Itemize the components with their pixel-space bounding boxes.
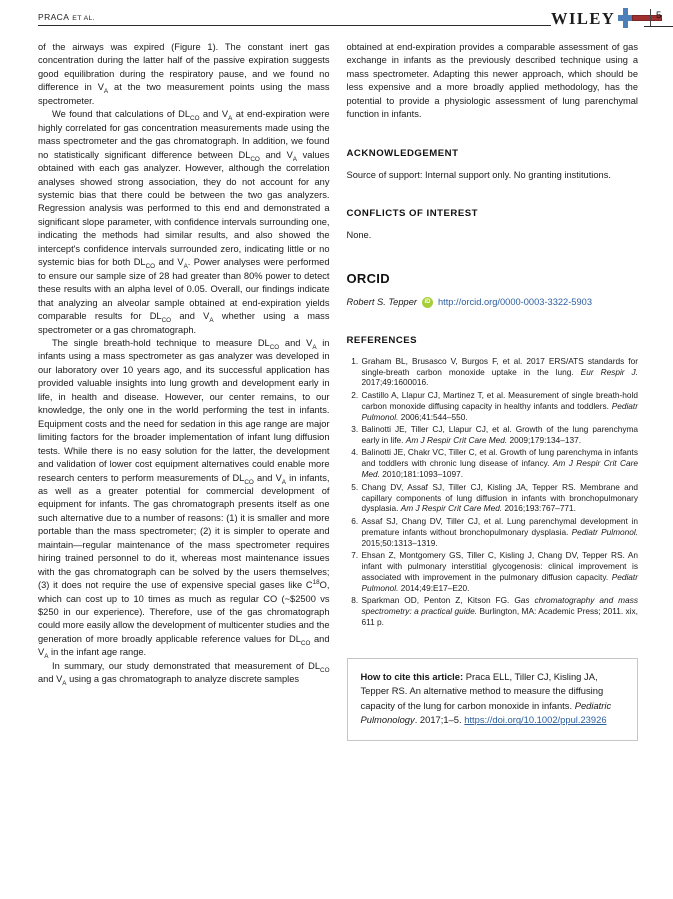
paragraph: In summary, our study demonstrated that measurement of $DL_{CO}$ and $V_A$ using a gas chromatograph to analyze discrete samples bbox=[38, 660, 330, 688]
running-head-author: PRACA bbox=[38, 12, 70, 22]
orcid-id-icon: iD bbox=[422, 297, 433, 308]
doi-link[interactable]: https://doi.org/10.1002/ppul.23926 bbox=[464, 714, 607, 726]
paragraph: We found that calculations of $DL_{CO}$ and $V_A$ at end-expiration were highly correlated for gas concentration measurements made using the mass spectrometer and the gas chromatograph. In addition, we found no statistically significant difference between $DL_{CO}$ and $V_A$ values obtained with each gas analyzer. However, although the correlation analyses showed strong association, they do not account for any systemic bias that there could be between the two gas analyzers. Regression analysis was performed to this end and demonstrated a significant slope parameter, with confidence intervals surrounding one, indicating the methods had similar results, and also showed the intercept's confidence intervals surrounded zero, indicating little or no systemic bias for both $DL_{CO}$ and $V_A$. Power analyses were performed to ensure our sample size of 28 had greater than 80% power to detect these results with an alpha level of 0.05. Overall, our findings indicate that analyzing an alveolar sample obtained at end-expiration yields comparable results for $DL_{CO}$ and $V_A$ whether using a mass spectrometer or a gas chromatograph. bbox=[38, 109, 330, 335]
page-number-rule bbox=[644, 26, 673, 27]
reference-item: 7. Ehsan Z, Montgomery GS, Tiller C, Kisling J, Chang DV, Tepper RS. An infant with pulmonary interstitial glycogenosis: clinical improvement is associated with improvement in the pulmonary diffusion capacity. Pediatr Pulmonol. 2014;49:E17–E20. bbox=[361, 550, 639, 594]
references-list bbox=[347, 356, 639, 628]
acknowledgement-heading: ACKNOWLEDGEMENT bbox=[346, 147, 459, 159]
citation-box bbox=[347, 658, 639, 741]
orcid-heading: ORCID bbox=[346, 270, 390, 286]
page-number: 5 bbox=[656, 10, 662, 21]
conflicts-heading: CONFLICTS OF INTEREST bbox=[346, 208, 478, 220]
orcid-author: Robert S. Tepper bbox=[346, 296, 417, 307]
reference-item: 6. Assaf SJ, Chang DV, Tiller CJ, et al. Lung parenchymal development in premature infants without bronchopulmonary dysplasia. Pediatr Pulmonol. 2015;50:1313–1319. bbox=[361, 516, 639, 549]
reference-item: 8. Sparkman OD, Penton Z, Kitson FG. Gas chromatography and mass spectrometry: a practical guide. Burlington, MA: Academic Press; 2011. xix, 611 p. bbox=[361, 595, 639, 628]
reference-item: 5. Chang DV, Assaf SJ, Tiller CJ, Kisling JA, Tepper RS. Membrane and capillary components of lung diffusion in infants with bronchopulmonary dysplasia. Am J Respir Crit Care Med. 2016;193:767–771. bbox=[361, 482, 639, 515]
reference-item: 4. Balinotti JE, Chakr VC, Tiller C, et al. Growth of lung parenchyma in infants and toddlers with chronic lung disease of infancy. Am J Respir Crit Care Med. 2010;181:1093–1097. bbox=[361, 447, 639, 480]
orcid-link[interactable]: http://orcid.org/0000-0003-3322-5903 bbox=[437, 296, 592, 307]
badge-cross-arm-icon bbox=[618, 15, 633, 21]
conflicts-text: None. bbox=[346, 230, 372, 241]
paragraph: The single breath-hold technique to measure $DL_{CO}$ and $V_A$ in infants using a mass spectrometer as gas analyzer was developed in our laboratory over 10 years ago, and its successful application has provided valuable insights into lung growth and development early in life, in health and disease. However, our center remains, to our knowledge, the only one in the world performing the test in infants. Equipment costs and the need for sedation in this age range are major limiting factors for the broader implementation of infant lung diffusion tests. While there is no easy solution for the latter, the development and validation of lower cost equipment alternatives could enable more research centers to perform measurements of $DL_{CO}$ and $V_A$ in infants, as well as a greater potential for commercial development of equipment for infants. The gas chromatograph presents itself as one such alternative due to a number of reasons: (1) it is smaller and more portable than the mass spectrometer; (2) it is simpler to operate and maintain—regular maintenance of the mass spectrometer requires hiring trained personnel to do it, whereas most maintenance issues with the gas chromatograph can be solved by the users themselves; (3) it does not require the use of expensive special gases like $C^{18}O$, which can cost up to 10 times as much as regular CO (~$2500 vs $250 in our experience). Therefore, use of the gas chromatograph could more easily allow the development of multicenter studies and the generation of more broadly applicable reference values for $DL_{CO}$ and $V_A$ in the infant age range. bbox=[38, 337, 330, 661]
reference-item: 1. Graham BL, Brusasco V, Burgos F, et al. 2017 ERS/ATS standards for single-breath carbon monoxide uptake in the lung. Eur Respir J. 2017;49:1600016. bbox=[361, 356, 639, 389]
wiley-wordmark: WILEY bbox=[551, 8, 616, 28]
left-column bbox=[38, 41, 330, 741]
article-body bbox=[38, 41, 638, 741]
paragraph: of the airways was expired (Figure 1). The constant inert gas concentration during the latter half of the passive expiration suggests good equilibration during the respiratory pause, and we found no difference in $V_A$ at the two measurement points using the mass spectrometer. bbox=[38, 42, 330, 106]
paragraph: obtained at end-expiration provides a comparable assessment of gas exchange in infants as the previously described technique using a mass spectrometer. Adapting this newer approach, which should be less expensive and a more broadly applied methodology, has the potential to provide a physiologic assessment of lung parenchymal function in infants. bbox=[346, 42, 638, 120]
citation-text: How to cite this article: Praca ELL, Tiller CJ, Kisling JA, Tepper RS. An alternative method to measure the diffusing capacity of the lung for carbon monoxide in infants. Pediatric Pulmonology. 2017;1–5. https://doi.org/10.1002/ppul.23926 bbox=[360, 670, 612, 726]
references-heading: REFERENCES bbox=[346, 334, 418, 346]
acknowledgement-text: Source of support: Internal support only. No granting institutions. bbox=[346, 169, 611, 180]
reference-item: 2. Castillo A, Llapur CJ, Martinez T, et al. Measurement of single breath-hold carbon monoxide diffusing capacity in healthy infants and toddlers. Pediatr Pulmonol. 2006;41:544–550. bbox=[361, 390, 639, 423]
page-number-divider bbox=[650, 9, 651, 26]
orcid-line bbox=[347, 296, 639, 309]
running-head bbox=[38, 12, 95, 22]
reference-item: 3. Balinotti JE, Tiller CJ, Llapur CJ, et al. Growth of the lung parenchyma early in life. Am J Respir Crit Care Med. 2009;179:134–137. bbox=[361, 424, 639, 446]
header-rule bbox=[38, 25, 551, 26]
right-column bbox=[347, 41, 639, 741]
running-head-etal: ET AL. bbox=[72, 15, 95, 22]
